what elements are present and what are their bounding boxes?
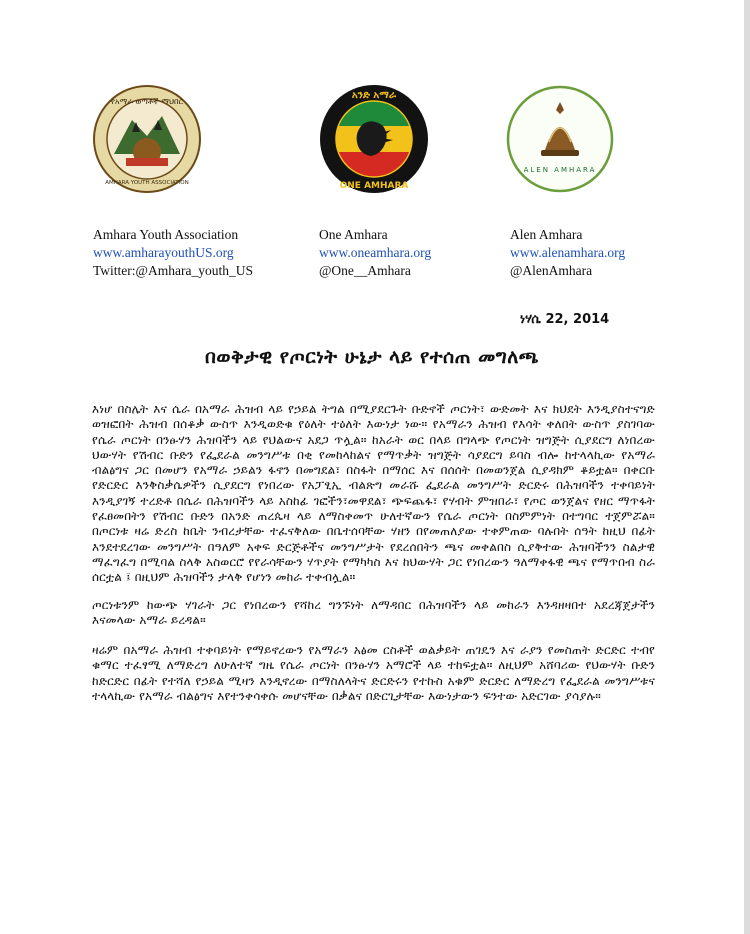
one-amhara-logo-top-text: አንድ አማራ xyxy=(351,90,397,101)
alen-amhara-contact-block xyxy=(510,226,625,280)
aya-name: Amhara Youth Association xyxy=(93,227,239,242)
body-paragraph-1: እነሆ በስሌት እና ሴራ በአማራ ሕዝብ ላይ የኃይል ትግል በሚያደርጉት ቡድኖች ጦርነት፣ ውድመት እና ክህደት እንዲያስተናግድ ወዝፎበት ሕዝብ በሰቆቃ ውስጥ እንዲወድቁ የዕለት ተዕለት እውነታ ነው። የአማራን ሕዝብ የእሳት ቀለበት ውስጥ ያስገባው የሴራ ጦርነት በንፁሃን ሕዝባችን ላይ የህልውና አደጋ ጥሏል። ከአራት ወር በላይ በግላጭ የጦርነት ዝግጅት ሲያደርግ ለነበረው ህውሃት የሽብር ቡድን የፌደራል መንግሥቱ በቂ የመከላከልና የማጥቃት ዝግጅት ሳያደርግ ይባስ ብሎ ከተላላኪው የአማራ ብልፅግና ጋር በመሆን የአማራ ኃይልን ፋኖን በመግደል፣ በስፋት በማሰር እና በሰሰት በመወንጀል ሲያዳክም ቆይቷል። በቀርቡ የድርድር እንቅስቃሴዎችን ሲያደርግ የነበረው የአፓፂኢ ብልጽግ መራሹ ፌደራል መንግሥት ድርድሩ በሕዝባችን ተቀባይነት እንዲያገኝ ተረድቶ በሴራ በሕዝባችን ላይ አስከፊ ገፎችን፣መዋደል፣ ጭፍጨፋ፣ የሃብት ምዝበራ፣ የጦር ወንጀልና የዘር ማጥፋት የፈፀመበትን የሽብር ቡድን በአንድ ጠረጴዛ ላይ ለማስቀመጥ ሁለተኛውን የሴራ ጦርነት በስምምነት በተግባር ተጀምሯል። በጦርነቱ ዛሬ ድረስ ከቤት ንብረታቸው ተፈናቅለው በቤተሰባቸው ሃዘን በየመጠለያው ተቀምጠው ባሉበት ሰዓት ከዚህ በፊት እንደተደረገው መንግሥት በዓለም አቀፍ ድርጅቶችና መንግሥታት የደረሰበትን ጫና መቀልበስ ሲያቅተው ሕዝባችንን ስልታዊ ማፈግፈግ በሚባል ስላቅ አስወርሮ የየራሳቸውን ሃጥያት የማካካስ እና ከህውሃት ጋር የነበረውን ዓለማቀፋዊ ጫና የማጥበብ ስራ ሰርቷል ፤ በዚህም ሕዝባችን ታላቅ የሆነን መከራ ተቀብሏል። xyxy=(92,402,655,585)
one-amhara-logo-bottom-text: ONE AMHARA xyxy=(339,181,409,191)
amhara-youth-association-logo xyxy=(92,84,202,194)
one-amhara-logo xyxy=(319,84,429,194)
one-amhara-website-link[interactable]: www.oneamhara.org xyxy=(319,245,432,260)
alen-amhara-name: Alen Amhara xyxy=(510,227,583,242)
alen-amhara-website-link[interactable]: www.alenamhara.org xyxy=(510,245,626,260)
alen-amhara-social-handle: @AlenAmhara xyxy=(510,263,593,278)
body-paragraph-2: ጦርነቱንም ከውጭ ሃገራት ጋር የነበረውን የሻከረ ግንኙነት ለማዳበር በሕዝባችን ላይ መከራን እንዳዘዛበተ አደረጃጀታችን እናመላው አማራ ይረዳል። xyxy=(92,597,655,627)
aya-contact-block xyxy=(93,226,253,280)
aya-logo-top-text: የአማራ ወጣቶች ማህበር xyxy=(110,97,184,106)
one-amhara-name: One Amhara xyxy=(319,227,388,242)
one-amhara-contact-block xyxy=(319,226,431,280)
aya-twitter-handle: Twitter:@Amhara_youth_US xyxy=(93,263,253,278)
body-paragraph-3: ዛሬም በአማራ ሕዝብ ተቀባይነት የማይኖረውን የአማራን አፅመ ርስቶች ወልቃይት ጠገዴን እና ራያን የመስጠት ድርድር ተብየ ቁማር ተፈፃሚ ለማድረግ ለሁለተኛ ግዜ የሴራ ጦርነት በንፁሃን አማሮች ላይ ተከፍቷል። ለዚህም አሸባሪው የህውሃት ቡድን ከድርድር በፊት የተሻለ የኃይል ሚዛን እንዲኖረው በማስለላትና ድርድሩን የተኩስ አቁም ድርድር ለማድረግ የፌደራል መንግሥቱና ተላላኪው የአማራ ብልፅግና እየተንቀሳቀሱ መሆናቸው በቃልና በድርጊታቸው እውነታውን ፍንተው አድርገው ያሳያሉ። xyxy=(92,643,655,704)
statement-date: ነሃሴ 22, 2014 xyxy=(520,312,610,327)
alen-amhara-logo xyxy=(505,84,615,194)
statement-title: በወቅታዊ የጦርነት ሁኔታ ላይ የተሰጠ መግለጫ xyxy=(205,346,539,368)
one-amhara-social-handle: @One__Amhara xyxy=(319,263,411,278)
aya-logo-bottom-text: AMHARA YOUTH ASSOCIATION xyxy=(105,180,189,186)
alen-amhara-logo-text: ALEN AMHARA xyxy=(523,166,597,174)
page-edge-shadow xyxy=(744,0,750,934)
statement-body xyxy=(92,402,655,719)
aya-website-link[interactable]: www.amharayouthUS.org xyxy=(93,245,234,260)
